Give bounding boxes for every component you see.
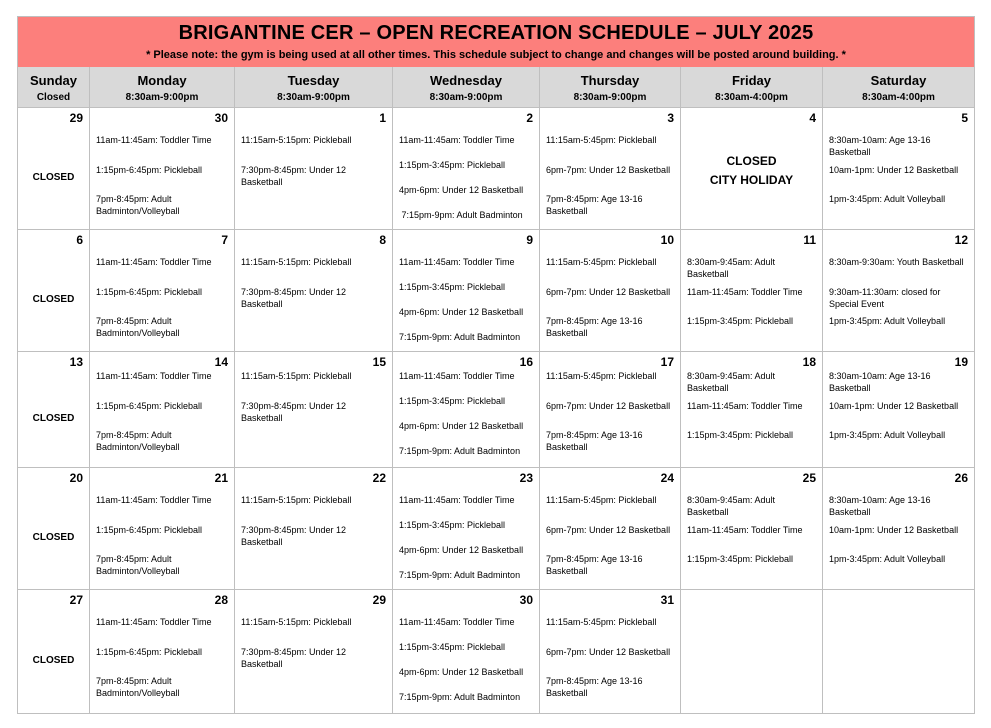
event-item: 8:30am-9:45am: Adult Basketball (687, 495, 778, 517)
calendar-day-cell (18, 108, 90, 230)
day-number: 3 (667, 111, 674, 125)
calendar-day-cell (393, 108, 540, 230)
weekday-hours: 8:30am-9:00pm (277, 92, 350, 103)
day-number: 12 (954, 233, 968, 247)
day-number: 27 (69, 593, 83, 607)
event-item: 1:15pm-6:45pm: Pickleball (96, 287, 203, 297)
page-title: BRIGANTINE CER – OPEN RECREATION SCHEDULE – JULY 2025 (178, 22, 814, 44)
event-item: 9:30am-11:30am: closed for Special Event (829, 287, 943, 309)
weekday-name: Sunday (30, 73, 77, 88)
weekday-header-wednesday (393, 67, 540, 108)
day-number: 9 (526, 233, 533, 247)
calendar-day-cell (235, 590, 393, 714)
event-item: 1pm-3:45pm: Adult Volleyball (829, 430, 946, 440)
calendar-day-cell (540, 590, 681, 714)
event-item: 8:30am-10am: Age 13-16 Basketball (829, 135, 934, 157)
event-item: 7pm-8:45pm: Age 13-16 Basketball (546, 554, 646, 576)
event-item: 11am-11:45am: Toddler Time (399, 617, 515, 627)
event-item: 11am-11:45am: Toddler Time (96, 495, 212, 505)
title-banner (18, 17, 974, 67)
calendar-day-cell (540, 352, 681, 468)
day-number: 6 (76, 233, 83, 247)
day-number: 8 (379, 233, 386, 247)
event-item: 11am-11:45am: Toddler Time (96, 257, 212, 267)
weekday-name: Wednesday (429, 73, 502, 88)
weekday-name: Thursday (580, 73, 640, 88)
event-item: 7:30pm-8:45pm: Under 12 Basketball (241, 525, 349, 547)
weekday-hours: Closed (36, 92, 71, 103)
calendar-grid (18, 108, 974, 714)
weekday-name: Tuesday (287, 73, 340, 88)
weekday-header-tuesday (235, 67, 393, 108)
event-item: 8:30am-9:45am: Adult Basketball (687, 257, 778, 279)
calendar-day-cell (393, 352, 540, 468)
event-item: 7:30pm-8:45pm: Under 12 Basketball (241, 287, 349, 309)
event-item: 7pm-8:45pm: Adult Badminton/Volleyball (96, 316, 180, 338)
day-number: 29 (69, 111, 83, 125)
event-item: 11am-11:45am: Toddler Time (399, 371, 515, 381)
event-item: 6pm-7pm: Under 12 Basketball (546, 287, 671, 297)
day-number: 26 (954, 471, 968, 485)
calendar-day-cell (18, 230, 90, 352)
event-item: 11:15am-5:45pm: Pickleball (546, 135, 657, 145)
event-item: 1:15pm-6:45pm: Pickleball (96, 165, 203, 175)
weekday-name: Friday (731, 73, 771, 88)
event-item: 7pm-8:45pm: Age 13-16 Basketball (546, 316, 646, 338)
event-item: 11:15am-5:45pm: Pickleball (546, 617, 657, 627)
schedule-note: * Please note: the gym is being used at all other times. This schedule subject to change and changes will be posted around building. * (146, 49, 846, 61)
calendar-day-cell (681, 468, 823, 590)
calendar-day-cell (235, 352, 393, 468)
calendar-day-cell (235, 468, 393, 590)
day-number: 18 (802, 355, 816, 369)
event-item: 1:15pm-3:45pm: Pickleball (399, 520, 506, 530)
calendar-day-cell (823, 352, 974, 468)
event-item: 8:30am-10am: Age 13-16 Basketball (829, 371, 934, 393)
event-item: 7:15pm-9pm: Adult Badminton (399, 570, 521, 580)
event-item: 1:15pm-6:45pm: Pickleball (96, 401, 203, 411)
event-item: 1:15pm-6:45pm: Pickleball (96, 525, 203, 535)
weekday-name: Monday (137, 73, 187, 88)
day-number: 29 (372, 593, 386, 607)
calendar-day-cell (681, 352, 823, 468)
weekday-header-monday (90, 67, 235, 108)
calendar-day-cell (540, 468, 681, 590)
event-item: 1:15pm-3:45pm: Pickleball (687, 554, 794, 564)
weekday-header-saturday (823, 67, 974, 108)
event-item: 4pm-6pm: Under 12 Basketball (399, 307, 524, 317)
day-number: 23 (519, 471, 533, 485)
calendar-day-cell (540, 108, 681, 230)
day-number: 1 (379, 111, 386, 125)
event-item: 1:15pm-3:45pm: Pickleball (399, 642, 506, 652)
calendar-day-cell (540, 230, 681, 352)
event-item: 1pm-3:45pm: Adult Volleyball (829, 194, 946, 204)
calendar-day-cell (681, 108, 823, 230)
event-item: 7:30pm-8:45pm: Under 12 Basketball (241, 165, 349, 187)
day-number: 19 (954, 355, 968, 369)
event-item: 6pm-7pm: Under 12 Basketball (546, 401, 671, 411)
calendar-day-cell (90, 352, 235, 468)
event-item: 11:15am-5:15pm: Pickleball (241, 257, 352, 267)
day-number: 2 (526, 111, 533, 125)
event-item: 8:30am-9:30am: Youth Basketball (829, 257, 964, 267)
event-item: 11:15am-5:45pm: Pickleball (546, 257, 657, 267)
event-item: 7:30pm-8:45pm: Under 12 Basketball (241, 401, 349, 423)
event-item: 11am-11:45am: Toddler Time (687, 525, 803, 535)
event-item: 8:30am-10am: Age 13-16 Basketball (829, 495, 934, 517)
day-number: 14 (214, 355, 228, 369)
event-item: 11am-11:45am: Toddler Time (399, 257, 515, 267)
day-number: 4 (809, 111, 816, 125)
event-item: 7:15pm-9pm: Adult Badminton (399, 332, 521, 342)
closed-label: CLOSED (32, 655, 75, 666)
day-number: 30 (519, 593, 533, 607)
event-item: 1:15pm-3:45pm: Pickleball (399, 160, 506, 170)
calendar-day-cell (681, 590, 823, 714)
schedule-sheet (17, 16, 975, 714)
day-number: 24 (660, 471, 674, 485)
calendar-day-cell (681, 230, 823, 352)
calendar-day-cell (393, 230, 540, 352)
event-item: 11am-11:45am: Toddler Time (96, 617, 212, 627)
event-item: 7pm-8:45pm: Adult Badminton/Volleyball (96, 676, 180, 698)
day-number: 16 (519, 355, 533, 369)
event-item: 11am-11:45am: Toddler Time (399, 495, 515, 505)
event-item: 7pm-8:45pm: Age 13-16 Basketball (546, 194, 646, 216)
calendar-day-cell (823, 590, 974, 714)
event-item: 1pm-3:45pm: Adult Volleyball (829, 554, 946, 564)
day-number: 11 (803, 233, 816, 247)
event-item: 11:15am-5:15pm: Pickleball (241, 135, 352, 145)
event-item: 7:30pm-8:45pm: Under 12 Basketball (241, 647, 349, 669)
event-item: 4pm-6pm: Under 12 Basketball (399, 667, 524, 677)
calendar-day-cell (18, 590, 90, 714)
event-item: 11am-11:45am: Toddler Time (96, 135, 212, 145)
event-item: 8:30am-9:45am: Adult Basketball (687, 371, 778, 393)
event-item: 11am-11:45am: Toddler Time (399, 135, 515, 145)
calendar-day-cell (18, 468, 90, 590)
weekday-header-friday (681, 67, 823, 108)
day-number: 21 (214, 471, 228, 485)
event-item: 1:15pm-6:45pm: Pickleball (96, 647, 203, 657)
calendar-day-cell (235, 230, 393, 352)
holiday-line: CITY HOLIDAY (709, 173, 794, 187)
day-number: 10 (660, 233, 674, 247)
closed-label: CLOSED (32, 294, 75, 305)
weekday-hours: 8:30am-9:00pm (573, 92, 647, 103)
calendar-day-cell (823, 108, 974, 230)
holiday-line: CLOSED (726, 154, 777, 168)
weekday-name: Saturday (870, 73, 927, 88)
event-item: 11am-11:45am: Toddler Time (687, 287, 803, 297)
weekday-hours: 8:30am-9:00pm (125, 92, 199, 103)
event-item: 10am-1pm: Under 12 Basketball (829, 165, 959, 175)
day-number: 31 (660, 593, 674, 607)
event-item: 11:15am-5:45pm: Pickleball (546, 495, 657, 505)
day-number: 15 (372, 355, 386, 369)
event-item: 1:15pm-3:45pm: Pickleball (687, 430, 794, 440)
event-item: 7pm-8:45pm: Adult Badminton/Volleyball (96, 554, 180, 576)
holiday-notice (681, 152, 822, 190)
day-number: 7 (221, 233, 228, 247)
day-number: 17 (660, 355, 674, 369)
event-item: 4pm-6pm: Under 12 Basketball (399, 185, 524, 195)
closed-label: CLOSED (32, 172, 75, 183)
weekday-header-sunday (18, 67, 90, 108)
event-item: 10am-1pm: Under 12 Basketball (829, 525, 959, 535)
weekday-hours: 8:30am-4:00pm (862, 92, 935, 103)
event-item: 4pm-6pm: Under 12 Basketball (399, 421, 524, 431)
event-item: 6pm-7pm: Under 12 Basketball (546, 525, 671, 535)
calendar-day-cell (90, 468, 235, 590)
event-item: 11:15am-5:15pm: Pickleball (241, 617, 352, 627)
calendar-day-cell (393, 590, 540, 714)
day-number: 5 (961, 111, 968, 125)
calendar-day-cell (90, 590, 235, 714)
event-item: 1:15pm-3:45pm: Pickleball (399, 396, 506, 406)
calendar-day-cell (90, 230, 235, 352)
weekday-hours: 8:30am-9:00pm (429, 92, 503, 103)
day-number: 22 (372, 471, 386, 485)
day-number: 25 (802, 471, 816, 485)
day-number: 30 (214, 111, 228, 125)
event-item: 11:15am-5:45pm: Pickleball (546, 371, 657, 381)
weekday-hours: 8:30am-4:00pm (715, 92, 788, 103)
event-item: 7pm-8:45pm: Adult Badminton/Volleyball (96, 194, 180, 216)
event-item: 10am-1pm: Under 12 Basketball (829, 401, 959, 411)
calendar-day-cell (393, 468, 540, 590)
event-item: 7:15pm-9pm: Adult Badminton (399, 446, 521, 456)
day-number: 20 (69, 471, 83, 485)
event-item: 11am-11:45am: Toddler Time (96, 371, 212, 381)
closed-label: CLOSED (32, 532, 75, 543)
closed-label: CLOSED (32, 413, 75, 424)
event-item: 7:15pm-9pm: Adult Badminton (399, 210, 523, 220)
event-item: 7pm-8:45pm: Age 13-16 Basketball (546, 430, 646, 452)
event-item: 7pm-8:45pm: Adult Badminton/Volleyball (96, 430, 180, 452)
event-item: 4pm-6pm: Under 12 Basketball (399, 545, 524, 555)
day-number: 13 (69, 355, 83, 369)
event-item: 7pm-8:45pm: Age 13-16 Basketball (546, 676, 646, 698)
event-item: 7:15pm-9pm: Adult Badminton (399, 692, 521, 702)
event-item: 1:15pm-3:45pm: Pickleball (687, 316, 794, 326)
event-item: 11am-11:45am: Toddler Time (687, 401, 803, 411)
event-item: 11:15am-5:15pm: Pickleball (241, 371, 352, 381)
weekday-header-row (18, 67, 974, 108)
calendar-day-cell (823, 230, 974, 352)
calendar-day-cell (18, 352, 90, 468)
event-item: 1pm-3:45pm: Adult Volleyball (829, 316, 946, 326)
calendar-day-cell (823, 468, 974, 590)
event-item: 6pm-7pm: Under 12 Basketball (546, 647, 671, 657)
calendar-day-cell (235, 108, 393, 230)
weekday-header-thursday (540, 67, 681, 108)
day-number: 28 (214, 593, 228, 607)
calendar-day-cell (90, 108, 235, 230)
event-item: 11:15am-5:15pm: Pickleball (241, 495, 352, 505)
event-item: 6pm-7pm: Under 12 Basketball (546, 165, 671, 175)
event-item: 1:15pm-3:45pm: Pickleball (399, 282, 506, 292)
